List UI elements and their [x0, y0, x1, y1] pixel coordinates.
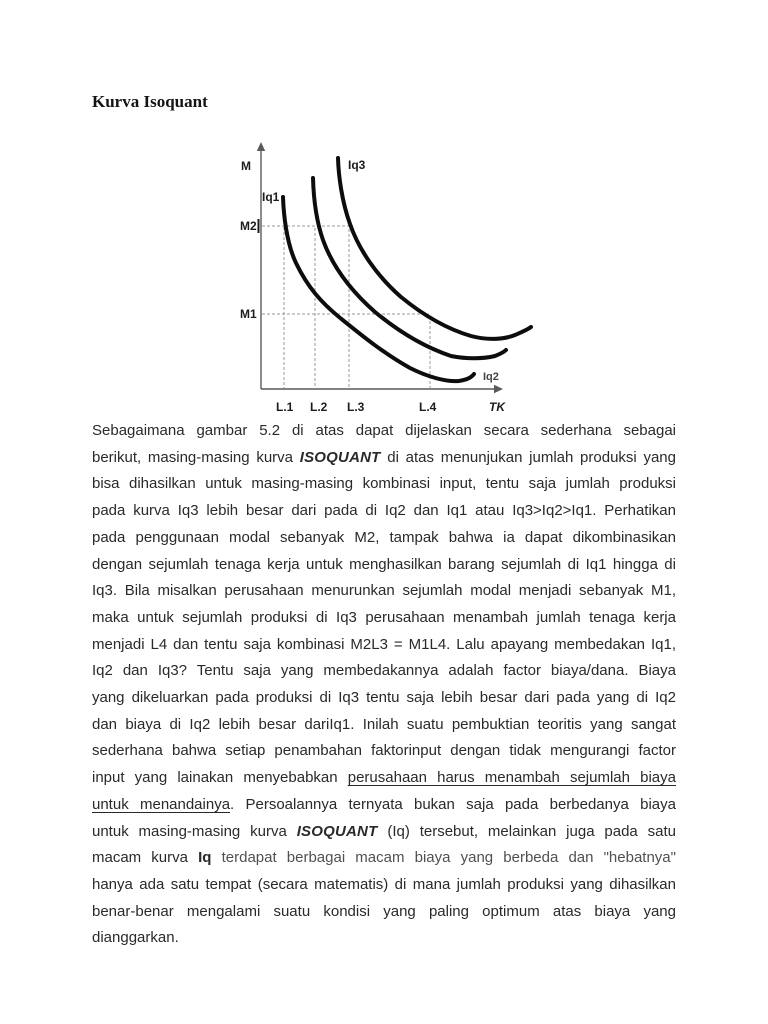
text-run: Iq3. Bila misalkan perusahaan menurunkan sejumlah modal menjadi sebanyak M1, [92, 582, 676, 600]
paragraph-line [92, 552, 676, 579]
text-run: dianggarkan. [92, 929, 179, 947]
paragraph-line [92, 418, 676, 445]
text-run: macam kurva [92, 849, 199, 867]
paragraph-line [92, 872, 676, 899]
paragraph-line [92, 445, 676, 472]
paragraph-line [92, 899, 676, 926]
curve-iq3 [338, 158, 531, 339]
text-run: (Iq) tersebut, melainkan juga pada satu [377, 822, 676, 840]
curve-iq2 [313, 178, 506, 358]
text-run-bold: Iq [198, 849, 212, 867]
paragraph-line [92, 845, 676, 872]
paragraph-line [92, 525, 676, 552]
paragraph-line [92, 658, 676, 685]
x-tick-l1: L.1 [276, 400, 294, 414]
paragraph-line [92, 578, 676, 605]
page-title: Kurva Isoquant [92, 92, 208, 111]
x-tick-l4: L.4 [419, 400, 437, 414]
x-axis-arrow-icon [494, 385, 503, 393]
text-run-underline: perusahaan harus menambah sejumlah biaya [347, 769, 676, 787]
text-run: Sebagaimana gambar 5.2 di atas dapat dijelaskan secara sederhana sebagai [92, 422, 676, 439]
text-run: Iq2 dan Iq3? Tentu saja yang membedakannya adalah factor biaya/dana. Biaya [92, 662, 676, 680]
paragraph-line [92, 605, 676, 632]
text-run: benar-benar mengalami suatu kondisi yang paling optimum atas biaya yang [92, 902, 676, 920]
text-run: maka untuk sejumlah produksi di Iq3 perusahaan menambah jumlah tenaga kerja [92, 608, 676, 626]
paragraph-line [92, 819, 676, 846]
isoquant-figure [235, 138, 547, 420]
paragraph-line [92, 471, 676, 498]
text-run-underline: untuk menandainya [92, 795, 231, 813]
text-run: . Persoalannya ternyata bukan saja pada berbedanya biaya [230, 795, 676, 813]
text-run-light: terdapat berbagai macam biaya yang berbeda dan "hebatnya" [211, 849, 676, 867]
paragraph-line [92, 632, 676, 659]
curve-label-iq1: Iq1 [262, 190, 280, 204]
text-run: yang dikeluarkan pada produksi di Iq3 tentu saja lebih besar dari pada yang di Iq2 [92, 689, 676, 707]
text-run: pada penggunaan modal sebanyak M2, tampak bahwa ia dapat dikombinasikan [92, 528, 676, 546]
text-run: di atas menunjukan jumlah produksi yang [380, 448, 676, 466]
paragraph-line [92, 925, 676, 952]
text-run: menjadi L4 dan tentu saja kombinasi M2L3 = M1L4. Lalu apayang membedakan Iq1, [92, 635, 676, 653]
text-run: dengan sejumlah tenaga kerja untuk menghasilkan barang sejumlah di Iq1 hingga di [92, 555, 676, 573]
text-run: pada kurva Iq3 lebih besar dari pada di Iq2 dan Iq1 atau Iq3>Iq2>Iq1. Perhatikan [92, 502, 676, 520]
text-run-bold-italic: ISOQUANT [299, 448, 381, 466]
text-run: sederhana bahwa setiap penambahan faktorinput dengan tidak mengurangi factor [92, 742, 676, 760]
paragraph-line [92, 712, 676, 739]
isoquant-chart [235, 138, 547, 420]
y-tick-m2: M2 [240, 219, 257, 233]
curve-label-iq3: Iq3 [348, 158, 366, 172]
paragraph-line [92, 738, 676, 765]
text-run: hanya ada satu tempat (secara matematis) di mana jumlah produksi yang dihasilkan [92, 875, 676, 893]
text-run: bisa dihasilkan untuk masing-masing kombinasi input, tentu saja jumlah produksi [92, 475, 676, 493]
x-axis-label: TK [489, 400, 505, 414]
text-run-bold-italic: ISOQUANT [296, 822, 378, 840]
text-run: untuk masing-masing kurva [92, 822, 297, 840]
body-paragraph [92, 418, 676, 952]
x-tick-l3: L.3 [347, 400, 365, 414]
paragraph-line [92, 792, 676, 819]
text-run: berikut, masing-masing kurva [92, 448, 300, 466]
paragraph-line [92, 685, 676, 712]
x-tick-l2: L.2 [310, 400, 328, 414]
paragraph-line [92, 498, 676, 525]
y-tick-m1: M1 [240, 307, 257, 321]
y-axis-arrow-icon [257, 142, 265, 151]
text-run: input yang lainakan menyebabkan [92, 769, 348, 787]
y-axis-label: M [241, 159, 251, 173]
curve-label-iq2: Iq2 [483, 371, 499, 383]
text-run: dan biaya di Iq2 lebih besar dariIq1. Inilah suatu pembuktian teoritis yang sangat [92, 715, 676, 733]
paragraph-line [92, 765, 676, 792]
